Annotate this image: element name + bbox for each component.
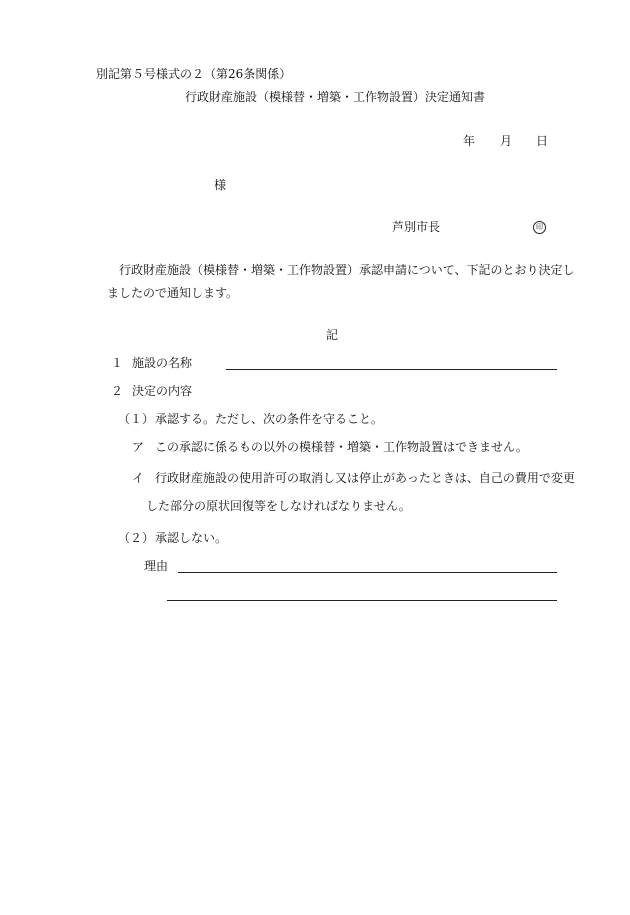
sub-item-1-text: 承認する。ただし、次の条件を守ること。 [155,412,384,426]
seal-mark: 印 [533,221,546,234]
issuer-name: 芦別市長 [392,220,441,234]
document-title: 行政財産施設（模様替・増築・工作物設置）決定通知書 [185,90,486,104]
condition-i-text-line-2: した部分の原状回復等をしなければなりません。 [146,499,411,513]
item-2-number: ２ [111,384,124,398]
reason-line-2 [167,600,557,601]
decision-content-label: 決定の内容 [132,384,193,398]
reason-label: 理由 [144,559,169,573]
sub-item-1-number: （１） [118,412,155,426]
body-text-line-1: 行政財産施設（模様替・増築・工作物設置）承認申請について、下記のとおり決定し [119,263,575,277]
ki-heading: 記 [326,328,339,342]
addressee-suffix: 様 [214,178,227,192]
date-month: 月 [500,134,513,148]
condition-a-text: この承認に係るもの以外の模様替・増築・工作物設置はできません。 [155,440,528,454]
date-year: 年 [463,134,476,148]
condition-i-text-line-1: 行政財産施設の使用許可の取消し又は停止があったときは、自己の費用で変更 [155,471,575,485]
condition-a-mark: ア [132,440,145,454]
sub-item-2-text: 承認しない。 [155,531,228,545]
facility-name-line [226,369,557,370]
condition-i-mark: イ [132,471,145,485]
facility-name-label: 施設の名称 [132,356,193,370]
item-1-number: １ [111,356,124,370]
body-text-line-2: ましたので通知します。 [107,286,239,300]
date-day: 日 [536,134,549,148]
sub-item-2-number: （２） [118,531,155,545]
reason-line-1 [178,572,557,573]
form-number: 別記第５号様式の２（第26条関係） [96,67,292,81]
